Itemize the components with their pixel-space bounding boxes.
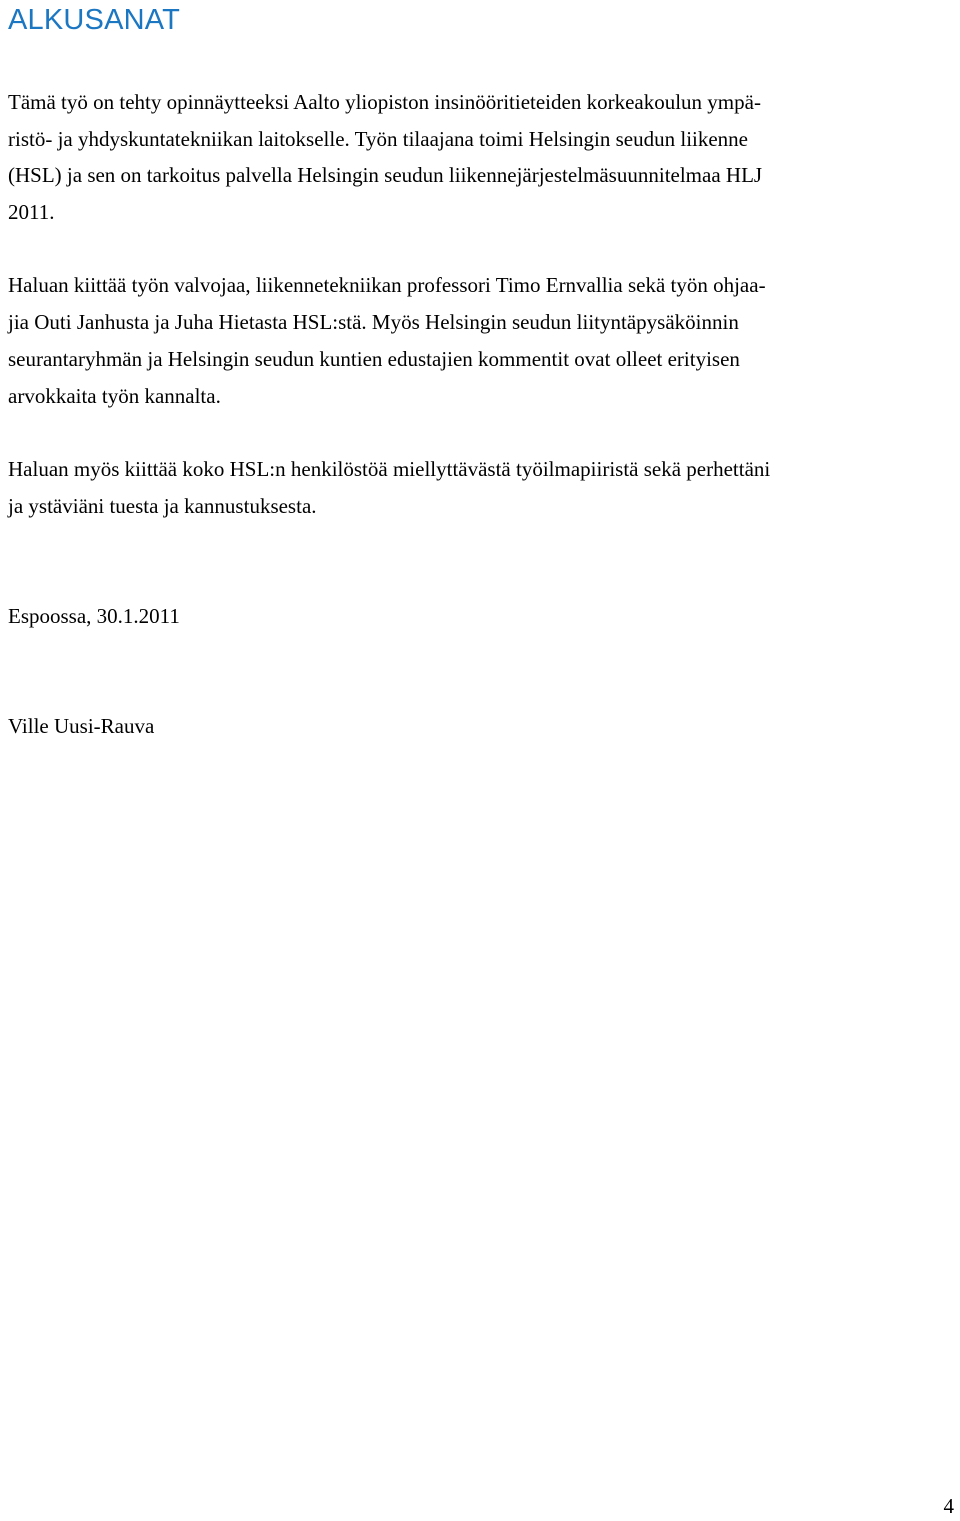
page-title: ALKUSANAT (8, 4, 181, 36)
author-name: Ville Uusi-Rauva (8, 714, 155, 738)
text-line: Haluan myös kiittää koko HSL:n henkilöstöä miellyttävästä työilmapiiristä sekä perhettäni (8, 457, 771, 481)
text-line: jia Outi Janhusta ja Juha Hietasta HSL:stä. Myös Helsingin seudun liityntäpysäköinnin (8, 310, 739, 334)
text-line: seurantaryhmän ja Helsingin seudun kuntien edustajien kommentit ovat olleet erityisen (8, 347, 740, 371)
text-line: Tämä työ on tehty opinnäytteeksi Aalto yliopiston insinööritieteiden korkeakoulun ympä- (8, 90, 761, 114)
text-line: 2011. (8, 200, 55, 224)
text-line: ristö- ja yhdyskuntatekniikan laitokselle. Työn tilaajana toimi Helsingin seudun liikenne (8, 127, 749, 151)
text-line: ja ystäviäni tuesta ja kannustuksesta. (8, 494, 317, 518)
page-number: 4 (943, 1494, 954, 1518)
text-line: (HSL) ja sen on tarkoitus palvella Helsingin seudun liikennejärjestelmäsuunnitelmaa HLJ (8, 163, 763, 187)
text-line: Haluan kiittää työn valvojaa, liikennetekniikan professori Timo Ernvallia sekä työn ohjaa- (8, 273, 766, 297)
place-date: Espoossa, 30.1.2011 (8, 604, 180, 628)
text-line: arvokkaita työn kannalta. (8, 384, 221, 408)
